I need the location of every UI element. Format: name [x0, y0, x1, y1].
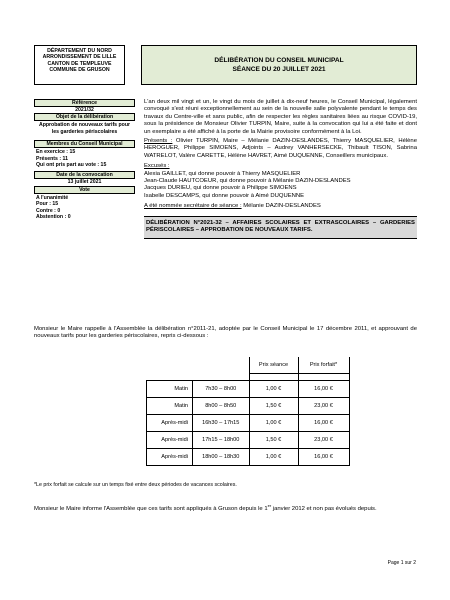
forfait-price-cell: 16,00 €	[298, 449, 349, 466]
table-row	[147, 449, 350, 466]
dept-line: COMMUNE DE GRUSON	[49, 67, 110, 74]
members-line: Qui ont pris part au vote : 15	[36, 162, 107, 169]
dept-line: DÉPARTEMENT DU NORD	[47, 48, 112, 54]
members-label: Membres du Conseil Municipal	[34, 140, 135, 148]
empty-cell	[298, 374, 349, 381]
forfait-price-cell: 16,00 €	[298, 415, 349, 432]
empty-cell	[193, 374, 250, 381]
reference-value: 2021/32	[75, 107, 94, 113]
vote-line: Pour : 15	[36, 201, 59, 208]
empty-cell	[249, 374, 298, 381]
table-row	[147, 432, 350, 449]
table-spacer-row	[147, 374, 350, 381]
vote-line: A l'unanimité	[36, 194, 69, 201]
members-list	[34, 148, 135, 169]
vote-list	[34, 194, 135, 222]
table-row	[147, 381, 350, 398]
seance-price-cell: 1,00 €	[249, 415, 298, 432]
excused-line: Jean-Claude HAUTCOEUR, qui donne pouvoir à Mélanie DAZIN-DESLANDES	[144, 178, 351, 185]
recall-paragraph: Monsieur le Maire rappelle à l'Assemblée la délibération n°2011-21, adoptée par le Conseil Municipal le 17 décembre 2011, et approuvant de nouveaux tarifs pour les garderies périscolaires, repris ci-dessous :	[34, 326, 417, 340]
period-cell: Matin	[147, 381, 193, 398]
vote-line: Abstention : 0	[36, 214, 71, 221]
forfait-price-cell: 23,00 €	[298, 432, 349, 449]
intro-paragraph: L'an deux mil vingt et un, le vingt du mois de juillet à dix-neuf heures, le Conseil Municipal, légalement convoqué s'est réuni exceptionnellement au sein de la nouvelle salle polyvalente pendant le temps des travaux du Centre-ville et sans public, afin de respecter les règles sanitaires liées au risque COVID-19, sous la présidence de Monsieur Olivier TURPIN, Maire, suite à la convocation qui lui a été faite et dont un exemplaire a été affiché à la porte de la Mairie provisoire conformément à la Loi.	[144, 99, 417, 135]
convocation-label: Date de la convocation	[34, 171, 135, 179]
secretary-label: A été nommée secrétaire de séance :	[144, 203, 242, 210]
title-box	[141, 45, 417, 85]
excused-line: Jacques DURIEU, qui donne pouvoir à Philippe SIMOENS	[144, 185, 297, 192]
members-line: Présents : 11	[36, 155, 69, 162]
time-cell: 8h00 – 8h50	[193, 398, 250, 415]
dept-line: ARRONDISSEMENT DE LILLE	[42, 54, 117, 61]
empty-cell	[193, 357, 250, 374]
closing-superscript: er	[267, 503, 272, 508]
secretary-value: Mélanie DAZIN-DESLANDES	[241, 203, 321, 210]
table-header: Prix forfait*	[298, 357, 349, 374]
time-cell: 17h15 – 18h00	[193, 432, 250, 449]
object-label: Objet de la délibération	[34, 113, 135, 121]
page-number: Page 1 sur 2	[387, 560, 416, 566]
present-label: Présents :	[144, 138, 173, 145]
session-date: SÉANCE DU 20 JUILLET 2021	[232, 65, 326, 73]
vote-label: Vote	[34, 186, 135, 194]
present-paragraph	[144, 138, 417, 160]
seance-price-cell: 1,00 €	[249, 381, 298, 398]
members-line: En exercice : 15	[36, 149, 76, 156]
secretary-paragraph	[144, 203, 417, 210]
object-value: Approbation de nouveaux tarifs pour les garderies périscolaires	[38, 122, 131, 135]
empty-cell	[147, 357, 193, 374]
document-title: DÉLIBÉRATION DU CONSEIL MUNICIPAL	[214, 57, 344, 64]
dept-line: CANTON DE TEMPLEUVE	[47, 60, 112, 67]
excused-label	[144, 163, 417, 170]
vote-line: Contre : 0	[36, 207, 61, 214]
table-header-row	[147, 357, 350, 374]
forfait-price-cell: 16,00 €	[298, 381, 349, 398]
excused-label-text: Excusés :	[144, 163, 170, 170]
time-cell: 16h30 – 17h15	[193, 415, 250, 432]
empty-cell	[147, 374, 193, 381]
closing-paragraph	[34, 502, 417, 513]
closing-text-a: Monsieur le Maire informe l'Assemblée que ces tarifs sont appliqués à Gruson depuis le 1	[34, 505, 268, 512]
seance-price-cell: 1,00 €	[249, 449, 298, 466]
table-row	[147, 398, 350, 415]
excused-line: Alexia GAILLET, qui donne pouvoir à Thierry MASQUELIER	[144, 170, 301, 177]
table-header: Prix séance	[249, 357, 298, 374]
rates-table	[146, 357, 350, 466]
present-text: Olivier TURPIN, Maire – Mélanie DAZIN-DESLANDES, Thierry MASQUELIER, Hélène HEROGUER, Philippe SIMOENS, Adjoints – Audrey VANHERSECKE, Thibault TISON, Sabrina WATRELOT, Valère CARETTE, Hélène HAVRET, Aimé DUQUENNE, Conseillers municipaux.	[144, 138, 417, 159]
sidebar	[34, 99, 135, 221]
table-row	[147, 415, 350, 432]
forfait-price-cell: 23,00 €	[298, 398, 349, 415]
footnote: *Le prix forfait se calcule sur un temps fixé entre deux périodes de vacances scolaires.	[34, 482, 237, 488]
closing-text-b: janvier 2012 et non pas évolués depuis.	[271, 505, 377, 512]
seance-price-cell: 1,50 €	[249, 432, 298, 449]
main-column	[144, 99, 417, 239]
period-cell: Après-midi	[147, 449, 193, 466]
time-cell: 7h30 – 8h00	[193, 381, 250, 398]
period-cell: Matin	[147, 398, 193, 415]
excused-list	[144, 171, 417, 201]
convocation-value: 13 juillet 2021	[67, 179, 102, 186]
reference-label: Référence	[34, 99, 135, 107]
period-cell: Après-midi	[147, 432, 193, 449]
period-cell: Après-midi	[147, 415, 193, 432]
seance-price-cell: 1,50 €	[249, 398, 298, 415]
deliberation-title: DÉLIBÉRATION N°2021-32 – AFFAIRES SCOLAIRES ET EXTRASCOLAIRES – GARDERIES PÉRISCOLAIRES – APPROBATION DE NOUVEAUX TARIFS.	[144, 216, 417, 239]
time-cell: 18h00 – 18h30	[193, 449, 250, 466]
department-box	[34, 45, 125, 85]
excused-line: Isabelle DESCAMPS, qui donne pouvoir à Aimé DUQUENNE	[144, 192, 305, 199]
